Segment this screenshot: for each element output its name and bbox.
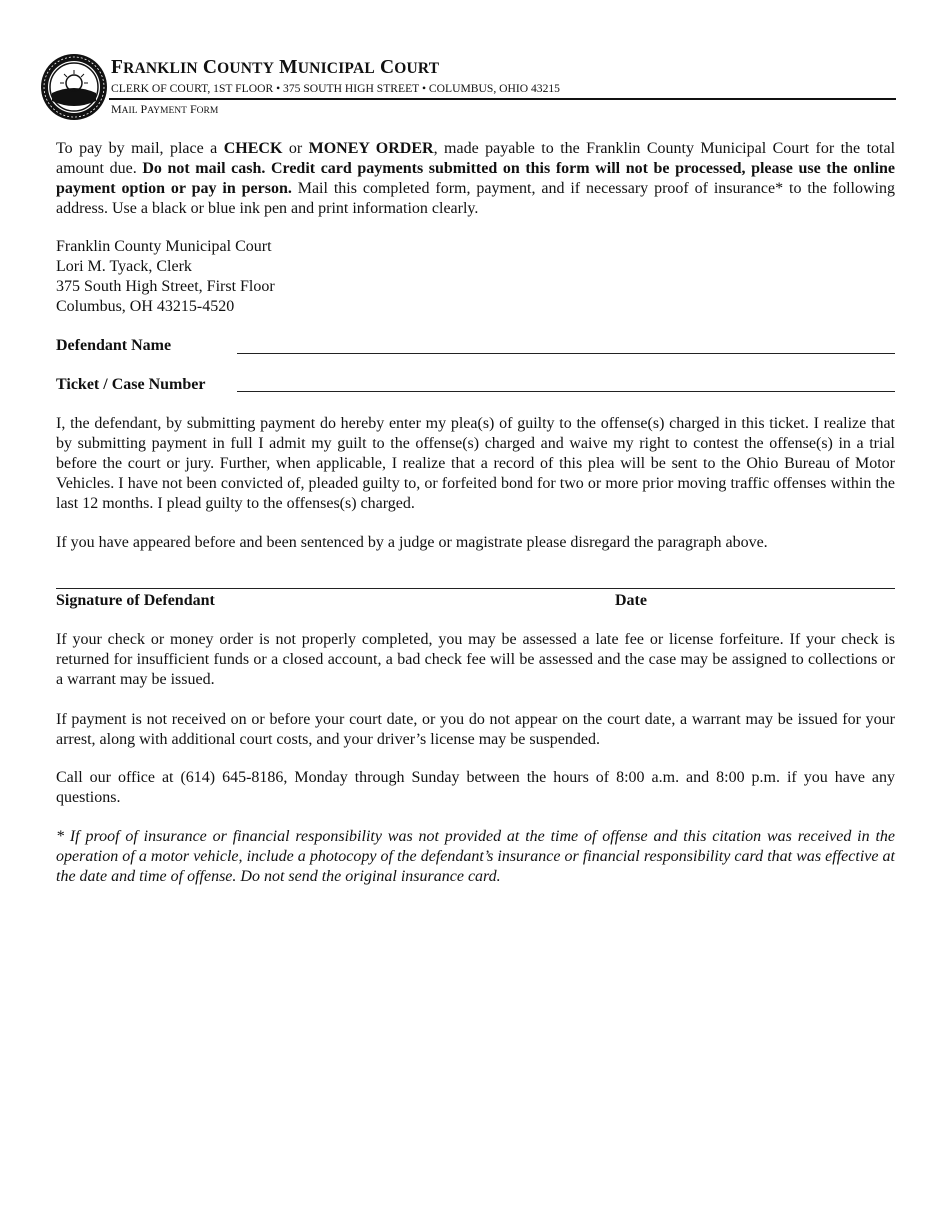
intro-paragraph: To pay by mail, place a CHECK or MONEY ORDER, made payable to the Franklin County Municipal Court for the total amount due. Do not mail cash. Credit card payments submitted on this form will not be processed, please use the online payment option or pay in person. Mail this completed form, payment, and if necessary proof of insurance* to the following address. Use a black or blue ink pen and print information clearly. bbox=[56, 140, 896, 217]
court-title: FRANKLIN COUNTY MUNICIPAL COURT bbox=[111, 57, 440, 78]
mailing-address bbox=[56, 237, 275, 317]
warrant-notice: If payment is not received on or before your court date, or you do not appear on the court date, a warrant may be issued for your arrest, along with additional court costs, and your driver’s license may be suspended. bbox=[56, 711, 895, 748]
form-title: MAIL PAYMENT FORM bbox=[111, 102, 219, 116]
defendant-name-label: Defendant Name bbox=[56, 337, 172, 354]
plea-paragraph: I, the defendant, by submitting payment do hereby enter my plea(s) of guilty to the offense(s) charged in this ticket. I realize that by submitting payment in full I admit my guilt to the offense(s) charged and waive my right to contest the offense(s) in a trial before the court or jury. Further, when applicable, I realize that a record of this plea will be sent to the Ohio Bureau of Motor Vehicles. I have not been convicted of, pleaded guilty to, or forfeited bond for two or more prior moving traffic offenses within the last 12 months. I plead guilty to the offenses(s) charged. bbox=[56, 415, 895, 512]
date-label: Date bbox=[615, 592, 647, 609]
address-line: Lori M. Tyack, Clerk bbox=[56, 258, 192, 275]
court-address-line: CLERK OF COURT, 1ST FLOOR • 375 SOUTH HIGH STREET • COLUMBUS, OHIO 43215 bbox=[111, 82, 560, 95]
defendant-name-field[interactable] bbox=[237, 353, 895, 354]
address-line: 375 South High Street, First Floor bbox=[56, 278, 275, 295]
ticket-case-number-field[interactable] bbox=[237, 391, 895, 392]
ticket-case-number-label: Ticket / Case Number bbox=[56, 376, 206, 393]
header-divider bbox=[109, 98, 896, 100]
contact-notice: Call our office at (614) 645-8186, Monday through Sunday between the hours of 8:00 a.m. and 8:00 p.m. if you have any questions. bbox=[56, 769, 895, 806]
insurance-note: * If proof of insurance or financial responsibility was not provided at the time of offense and this citation was received in the operation of a motor vehicle, include a photocopy of the defendant’s insurance or financial responsibility card that was effective at the date and time of offense. Do not send the original insurance card. bbox=[56, 828, 895, 885]
disregard-paragraph: If you have appeared before and been sentenced by a judge or magistrate please disregard the paragraph above. bbox=[56, 534, 768, 551]
signature-label: Signature of Defendant bbox=[56, 592, 215, 609]
address-line: Columbus, OH 43215-4520 bbox=[56, 298, 235, 315]
signature-field[interactable] bbox=[56, 588, 895, 589]
court-seal-icon bbox=[40, 53, 108, 121]
check-notice: If your check or money order is not properly completed, you may be assessed a late fee or license forfeiture. If your check is returned for insufficient funds or a closed account, a bad check fee will be assessed and the case may be assigned to collections or a warrant may be issued. bbox=[56, 631, 895, 688]
address-line: Franklin County Municipal Court bbox=[56, 238, 272, 255]
